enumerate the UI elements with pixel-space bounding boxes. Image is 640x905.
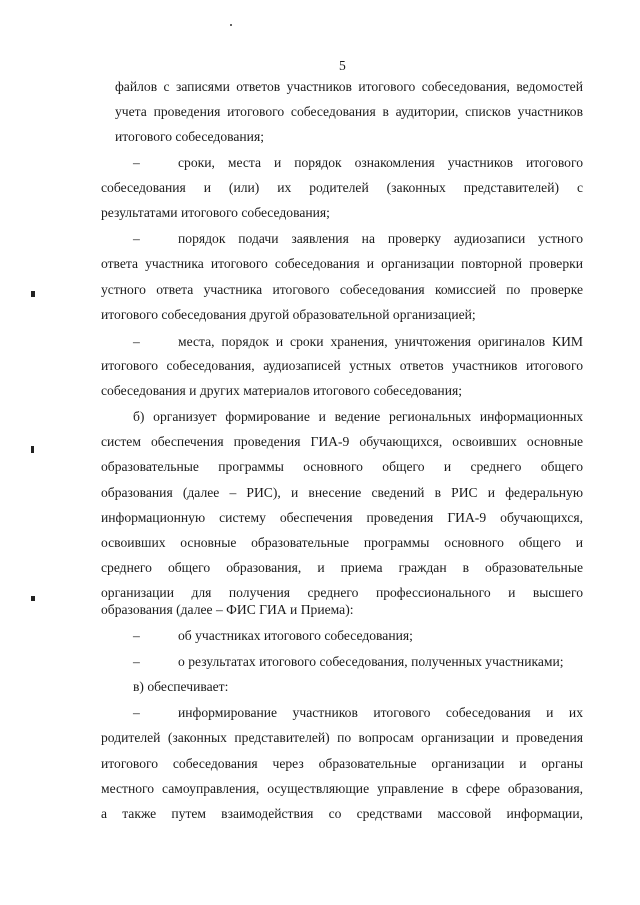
text-line: освоивших основные образовательные программы основного общего и	[101, 535, 583, 550]
list-dash: –	[133, 231, 140, 246]
text-line: информирование участников итогового собеседования и их	[178, 705, 583, 720]
text-line: в) обеспечивает:	[133, 679, 229, 694]
scan-mark	[31, 596, 35, 601]
list-dash: –	[133, 334, 140, 349]
text-line: итогового собеседования через образовательные организации и органы	[101, 756, 583, 771]
list-dash: –	[133, 628, 140, 643]
text-line: организации для получения среднего профессионального и высшего	[101, 585, 583, 600]
text-line: образовательные программы основного общего и среднего общего	[101, 459, 583, 474]
text-line: б) организует формирование и ведение региональных информационных	[133, 409, 583, 424]
scan-mark	[31, 291, 35, 297]
text-line: а также путем взаимодействия со средствами массовой информации,	[101, 806, 583, 821]
text-line: собеседования и других материалов итогового собеседования;	[101, 383, 462, 398]
list-dash: –	[133, 155, 140, 170]
text-line: места, порядок и сроки хранения, уничтожения оригиналов КИМ	[178, 334, 583, 349]
text-line: ответа участника итогового собеседования и организации повторной проверки	[101, 256, 583, 271]
text-line: об участниках итогового собеседования;	[178, 628, 413, 643]
text-line: систем обеспечения проведения ГИА-9 обучающихся, освоивших основные	[101, 434, 583, 449]
text-line: о результатах итогового собеседования, полученных участниками;	[178, 654, 564, 669]
text-line: родителей (законных представителей) по вопросам организации и проведения	[101, 730, 583, 745]
text-line: порядок подачи заявления на проверку аудиозаписи устного	[178, 231, 583, 246]
page-number: 5	[339, 58, 346, 73]
text-line: итогового собеседования другой образовательной организацией;	[101, 307, 476, 322]
text-line: устного ответа участника итогового собеседования комиссией по проверке	[101, 282, 583, 297]
text-line: местного самоуправления, осуществляющие управление в сфере образования,	[101, 781, 583, 796]
text-line: итогового собеседования;	[115, 129, 264, 144]
scan-dot	[230, 24, 232, 26]
text-line: образования (далее – РИС), и внесение сведений в РИС и федеральную	[101, 485, 583, 500]
text-line: среднего общего образования, и приема граждан в образовательные	[101, 560, 583, 575]
text-line: собеседования и (или) их родителей (законных представителей) с	[101, 180, 583, 195]
list-dash: –	[133, 654, 140, 669]
text-line: результатами итогового собеседования;	[101, 205, 330, 220]
text-line: учета проведения итогового собеседования в аудитории, списков участников	[115, 104, 583, 119]
text-line: итогового собеседования, аудиозаписей устных ответов участников итогового	[101, 358, 583, 373]
text-line: файлов с записями ответов участников итогового собеседования, ведомостей	[115, 79, 583, 94]
scan-mark	[31, 446, 34, 453]
text-line: информационную систему обеспечения проведения ГИА-9 обучающихся,	[101, 510, 583, 525]
text-line: сроки, места и порядок ознакомления участников итогового	[178, 155, 583, 170]
list-dash: –	[133, 705, 140, 720]
text-line: образования (далее – ФИС ГИА и Приема):	[101, 602, 354, 617]
